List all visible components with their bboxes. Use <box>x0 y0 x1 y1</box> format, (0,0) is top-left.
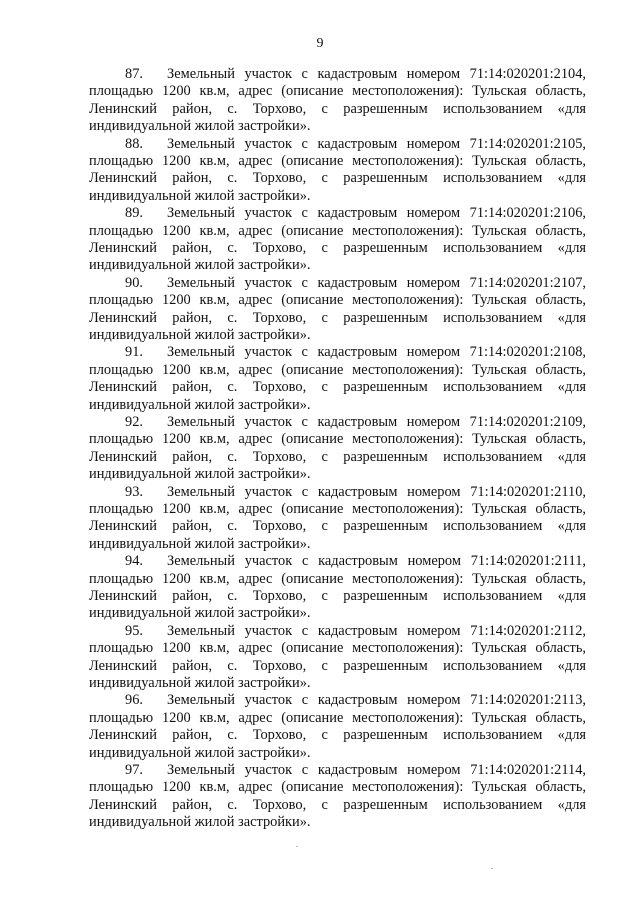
item-text: Земельный участок с кадастровым номером 71:14:020201:2105, <box>167 135 586 152</box>
item-first-line <box>89 136 586 153</box>
list-item <box>89 484 586 554</box>
item-number: 89. <box>125 205 143 222</box>
item-number: 91. <box>125 344 143 361</box>
item-text: площадью 1200 кв.м, адрес (описание местоположения): Тульская область, <box>89 292 586 309</box>
item-number: 94. <box>125 553 143 570</box>
item-text: площадью 1200 кв.м, адрес (описание местоположения): Тульская область, <box>89 640 586 657</box>
item-text: Ленинский район, с. Торхово, с разрешенным использованием «для <box>89 309 586 326</box>
item-text: Ленинский район, с. Торхово, с разрешенным использованием «для <box>89 727 586 744</box>
item-text: индивидуальной жилой застройки». <box>89 674 311 691</box>
item-number: 96. <box>125 692 143 709</box>
item-number: 93. <box>125 483 143 500</box>
page-number: 9 <box>316 36 324 51</box>
item-text: индивидуальной жилой застройки». <box>89 118 311 135</box>
item-number: 95. <box>125 622 143 639</box>
item-text: Ленинский район, с. Торхово, с разрешенным использованием «для <box>89 518 586 535</box>
item-text: Земельный участок с кадастровым номером 71:14:020201:2108, <box>167 344 586 361</box>
item-text: Земельный участок с кадастровым номером 71:14:020201:2104, <box>167 66 586 82</box>
item-text: индивидуальной жилой застройки». <box>89 257 311 274</box>
item-text: индивидуальной жилой застройки». <box>89 605 311 622</box>
item-text: Земельный участок с кадастровым номером 71:14:020201:2109, <box>167 413 586 430</box>
item-text: Земельный участок с кадастровым номером 71:14:020201:2106, <box>167 205 586 222</box>
item-first-line <box>89 553 586 570</box>
item-text: площадью 1200 кв.м, адрес (описание местоположения): Тульская область, <box>89 570 586 587</box>
item-text: площадью 1200 кв.м, адрес (описание местоположения): Тульская область, <box>89 779 586 796</box>
item-text: Ленинский район, с. Торхово, с разрешенным использованием «для <box>89 239 586 256</box>
item-number: 92. <box>125 413 143 430</box>
item-text: Земельный участок с кадастровым номером 71:14:020201:2111, <box>167 553 586 570</box>
item-text: Ленинский район, с. Торхово, с разрешенным использованием «для <box>89 448 586 465</box>
scan-speck <box>491 868 493 869</box>
item-number: 97. <box>125 761 143 778</box>
item-text: Земельный участок с кадастровым номером 71:14:020201:2114, <box>167 761 586 778</box>
item-text: индивидуальной жилой застройки». <box>89 466 311 483</box>
item-first-line <box>89 762 586 779</box>
item-number: 90. <box>125 274 143 291</box>
item-text: индивидуальной жилой застройки». <box>89 814 311 831</box>
item-text: Ленинский район, с. Торхово, с разрешенным использованием «для <box>89 379 586 396</box>
item-text: Земельный участок с кадастровым номером 71:14:020201:2113, <box>167 692 586 709</box>
item-text: Земельный участок с кадастровым номером 71:14:020201:2110, <box>167 483 586 500</box>
list-item <box>89 623 586 693</box>
list-item <box>89 275 586 345</box>
list-item <box>89 344 586 414</box>
list-item <box>89 692 586 762</box>
item-first-line <box>89 66 586 83</box>
item-text: Ленинский район, с. Торхово, с разрешенным использованием «для <box>89 796 586 813</box>
item-text: площадью 1200 кв.м, адрес (описание местоположения): Тульская область, <box>89 152 586 169</box>
item-text: площадью 1200 кв.м, адрес (описание местоположения): Тульская область, <box>89 431 586 448</box>
item-text: Земельный участок с кадастровым номером 71:14:020201:2112, <box>167 622 586 639</box>
list-item <box>89 66 586 136</box>
item-first-line <box>89 344 586 361</box>
item-first-line <box>89 414 586 431</box>
item-number: 88. <box>125 135 143 152</box>
item-first-line <box>89 205 586 222</box>
list-item <box>89 136 586 206</box>
item-first-line <box>89 275 586 292</box>
item-text: площадью 1200 кв.м, адрес (описание местоположения): Тульская область, <box>89 361 586 378</box>
item-text: Ленинский район, с. Торхово, с разрешенным использованием «для <box>89 587 586 604</box>
item-text: индивидуальной жилой застройки». <box>89 535 311 552</box>
item-text: Земельный участок с кадастровым номером 71:14:020201:2107, <box>167 274 586 291</box>
item-text: индивидуальной жилой застройки». <box>89 396 311 413</box>
item-text: Ленинский район, с. Торхово, с разрешенным использованием «для <box>89 657 586 674</box>
list-item <box>89 762 586 832</box>
item-first-line <box>89 692 586 709</box>
item-text: площадью 1200 кв.м, адрес (описание местоположения): Тульская область, <box>89 709 586 726</box>
scan-speck <box>296 846 298 847</box>
parcel-list <box>89 66 586 832</box>
list-item <box>89 553 586 623</box>
item-number: 87. <box>125 66 143 82</box>
item-first-line <box>89 484 586 501</box>
item-text: индивидуальной жилой застройки». <box>89 326 311 343</box>
item-text: площадью 1200 кв.м, адрес (описание местоположения): Тульская область, <box>89 222 586 239</box>
list-item <box>89 205 586 275</box>
item-text: Ленинский район, с. Торхово, с разрешенным использованием «для <box>89 170 586 187</box>
item-text: Ленинский район, с. Торхово, с разрешенным использованием «для <box>89 100 586 117</box>
item-text: площадью 1200 кв.м, адрес (описание местоположения): Тульская область, <box>89 83 586 100</box>
item-text: площадью 1200 кв.м, адрес (описание местоположения): Тульская область, <box>89 500 586 517</box>
item-text: индивидуальной жилой застройки». <box>89 744 311 761</box>
item-first-line <box>89 623 586 640</box>
item-text: индивидуальной жилой застройки». <box>89 187 311 204</box>
list-item <box>89 414 586 484</box>
